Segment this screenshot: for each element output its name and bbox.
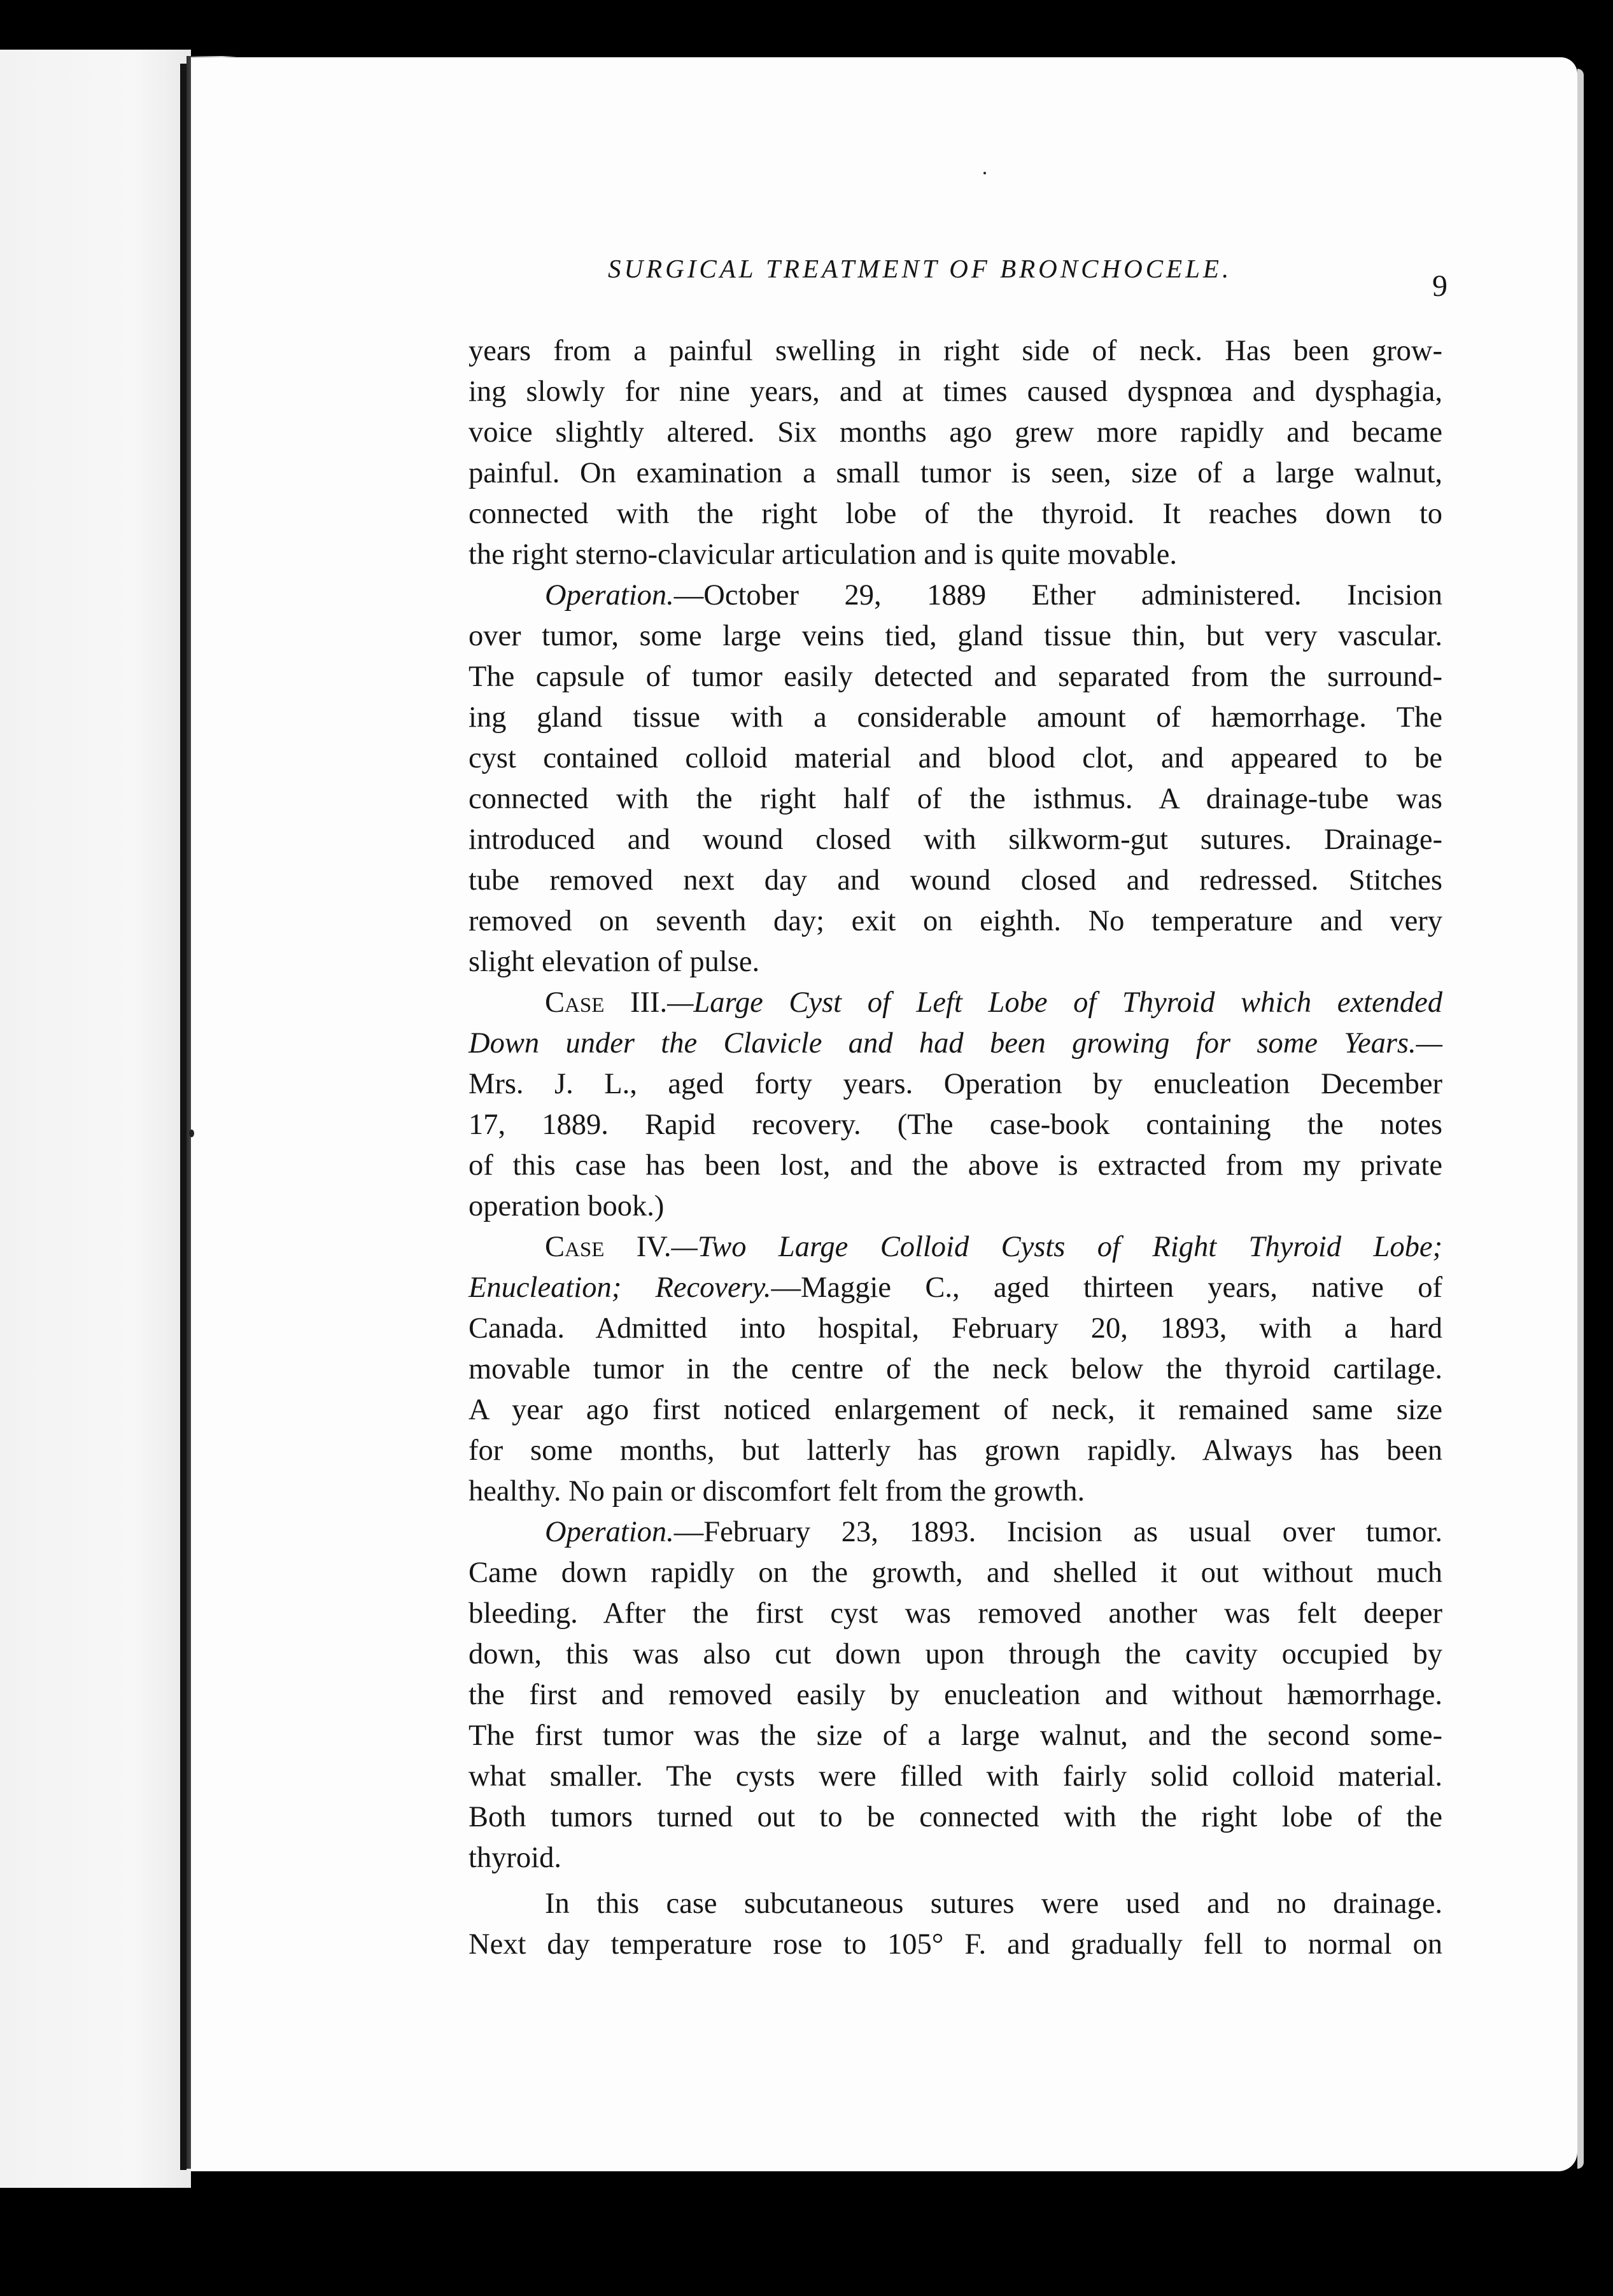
page-number: 9 (1432, 269, 1447, 303)
line-text: connected with the right lobe of the thyroid. It reaches down to (468, 498, 1442, 530)
line-text: The first tumor was the size of a large walnut, and the second some- (468, 1719, 1442, 1752)
italic-run: Operation. (545, 579, 674, 612)
line-text: tube removed next day and wound closed and redressed. Stitches (468, 864, 1442, 897)
line-text: operation book.) (468, 1190, 665, 1222)
scan-speck (983, 172, 986, 174)
text-line (468, 494, 1442, 535)
page-edge (1577, 69, 1584, 2169)
text-line (468, 657, 1442, 697)
text-line (468, 1186, 1442, 1227)
text-line (468, 1797, 1442, 1838)
text-line (468, 1634, 1442, 1675)
line-text: the right sterno-clavicular articulation and is quite movable. (468, 538, 1178, 571)
text-line (468, 1756, 1442, 1797)
line-text: —October 29, 1889 Ether administered. Incision (673, 579, 1442, 612)
line-text: slight elevation of pulse. (468, 946, 760, 978)
text-line (468, 1716, 1442, 1756)
text-line (468, 738, 1442, 779)
text-line (468, 697, 1442, 738)
text-line (468, 1838, 1442, 1879)
line-text: the first and removed easily by enucleation and without hæmorrhage. (468, 1679, 1442, 1711)
line-text: healthy. No pain or discomfort felt from the growth. (468, 1475, 1085, 1508)
text-line (468, 1145, 1442, 1186)
line-text: In this case subcutaneous sutures were used and no drainage. (545, 1887, 1442, 1920)
text-line (468, 1884, 1442, 1924)
text-line (468, 942, 1442, 983)
line-text: connected with the right half of the isthmus. A drainage-tube was (468, 783, 1442, 815)
line-text: A year ago first noticed enlargement of neck, it remained same size (468, 1394, 1442, 1426)
line-text: bleeding. After the first cyst was removed another was felt deeper (468, 1597, 1442, 1630)
line-text: what smaller. The cysts were filled with fairly solid colloid material. (468, 1760, 1442, 1793)
text-line (468, 1349, 1442, 1390)
text-line (468, 535, 1442, 575)
text-line (468, 901, 1442, 942)
line-text: over tumor, some large veins tied, gland tissue thin, but very vascular. (468, 620, 1442, 652)
case-heading: Case III. (545, 986, 668, 1019)
line-text: Came down rapidly on the growth, and shelled it out without much (468, 1557, 1442, 1589)
text-line (468, 860, 1442, 901)
case-heading: Case IV. (545, 1231, 672, 1263)
text-line (468, 1512, 1442, 1553)
line-text: years from a painful swelling in right side of neck. Has been grow- (468, 335, 1442, 367)
line-text: painful. On examination a small tumor is seen, size of a large walnut, (468, 457, 1442, 489)
text-line (468, 1593, 1442, 1634)
italic-run: Down under the Clavicle and had been growing for some Years.— (468, 1027, 1442, 1060)
text-line (468, 983, 1442, 1023)
line-text: 17, 1889. Rapid recovery. (The case-book containing the notes (468, 1109, 1442, 1141)
text-line (468, 331, 1442, 372)
text-line (468, 1675, 1442, 1716)
binding-gutter (180, 64, 187, 2170)
body-text (468, 331, 1442, 1985)
line-text: ing slowly for nine years, and at times caused dyspnœa and dysphagia, (468, 375, 1442, 408)
line-text: Both tumors turned out to be connected with the right lobe of the (468, 1801, 1442, 1833)
line-text: thyroid. (468, 1842, 561, 1874)
text-line (468, 372, 1442, 412)
line-text: —February 23, 1893. Incision as usual over tumor. (673, 1516, 1442, 1548)
text-line (468, 1105, 1442, 1145)
text-line (468, 1924, 1442, 1965)
line-text: introduced and wound closed with silkworm-gut sutures. Drainage- (468, 823, 1442, 856)
italic-run: Operation. (545, 1516, 674, 1548)
line-text: of this case has been lost, and the above is extracted from my private (468, 1149, 1442, 1182)
line-text: removed on seventh day; exit on eighth. No temperature and very (468, 905, 1442, 937)
text-line (468, 1268, 1442, 1308)
line-text: movable tumor in the centre of the neck below the thyroid cartilage. (468, 1353, 1442, 1385)
italic-run: —Two Large Colloid Cysts of Right Thyroid Lobe; (671, 1231, 1442, 1263)
text-line (468, 412, 1442, 453)
line-text: Mrs. J. L., aged forty years. Operation by enucleation December (468, 1068, 1442, 1100)
line-text: ing gland tissue with a considerable amount of hæmorrhage. The (468, 701, 1442, 734)
text-line (468, 1471, 1442, 1512)
running-header: SURGICAL TREATMENT OF BRONCHOCELE. (608, 254, 1232, 283)
line-text: Canada. Admitted into hospital, February 20, 1893, with a hard (468, 1312, 1442, 1345)
line-text: Next day temperature rose to 105° F. and gradually fell to normal on (468, 1928, 1442, 1961)
text-line (468, 1390, 1442, 1431)
scan-speck (189, 1130, 194, 1137)
text-line (468, 1227, 1442, 1268)
line-text: cyst contained colloid material and blood clot, and appeared to be (468, 742, 1442, 774)
line-text: —Maggie C., aged thirteen years, native of (771, 1271, 1442, 1304)
text-line (468, 779, 1442, 820)
text-line (468, 1308, 1442, 1349)
line-text: voice slightly altered. Six months ago grew more rapidly and became (468, 416, 1442, 449)
line-text: down, this was also cut down upon through the cavity occupied by (468, 1638, 1442, 1670)
text-line (468, 820, 1442, 860)
text-line (468, 1023, 1442, 1064)
italic-run: Enucleation; Recovery. (468, 1271, 771, 1304)
text-line (468, 575, 1442, 616)
text-line (468, 1553, 1442, 1593)
text-line (468, 1064, 1442, 1105)
text-line (468, 616, 1442, 657)
line-text: for some months, but latterly has grown rapidly. Always has been (468, 1434, 1442, 1467)
text-line (468, 453, 1442, 494)
facing-page-edge (0, 50, 191, 2188)
line-text: The capsule of tumor easily detected and separated from the surround- (468, 661, 1442, 693)
text-line (468, 1431, 1442, 1471)
italic-run: —Large Cyst of Left Lobe of Thyroid which extended (667, 986, 1443, 1019)
